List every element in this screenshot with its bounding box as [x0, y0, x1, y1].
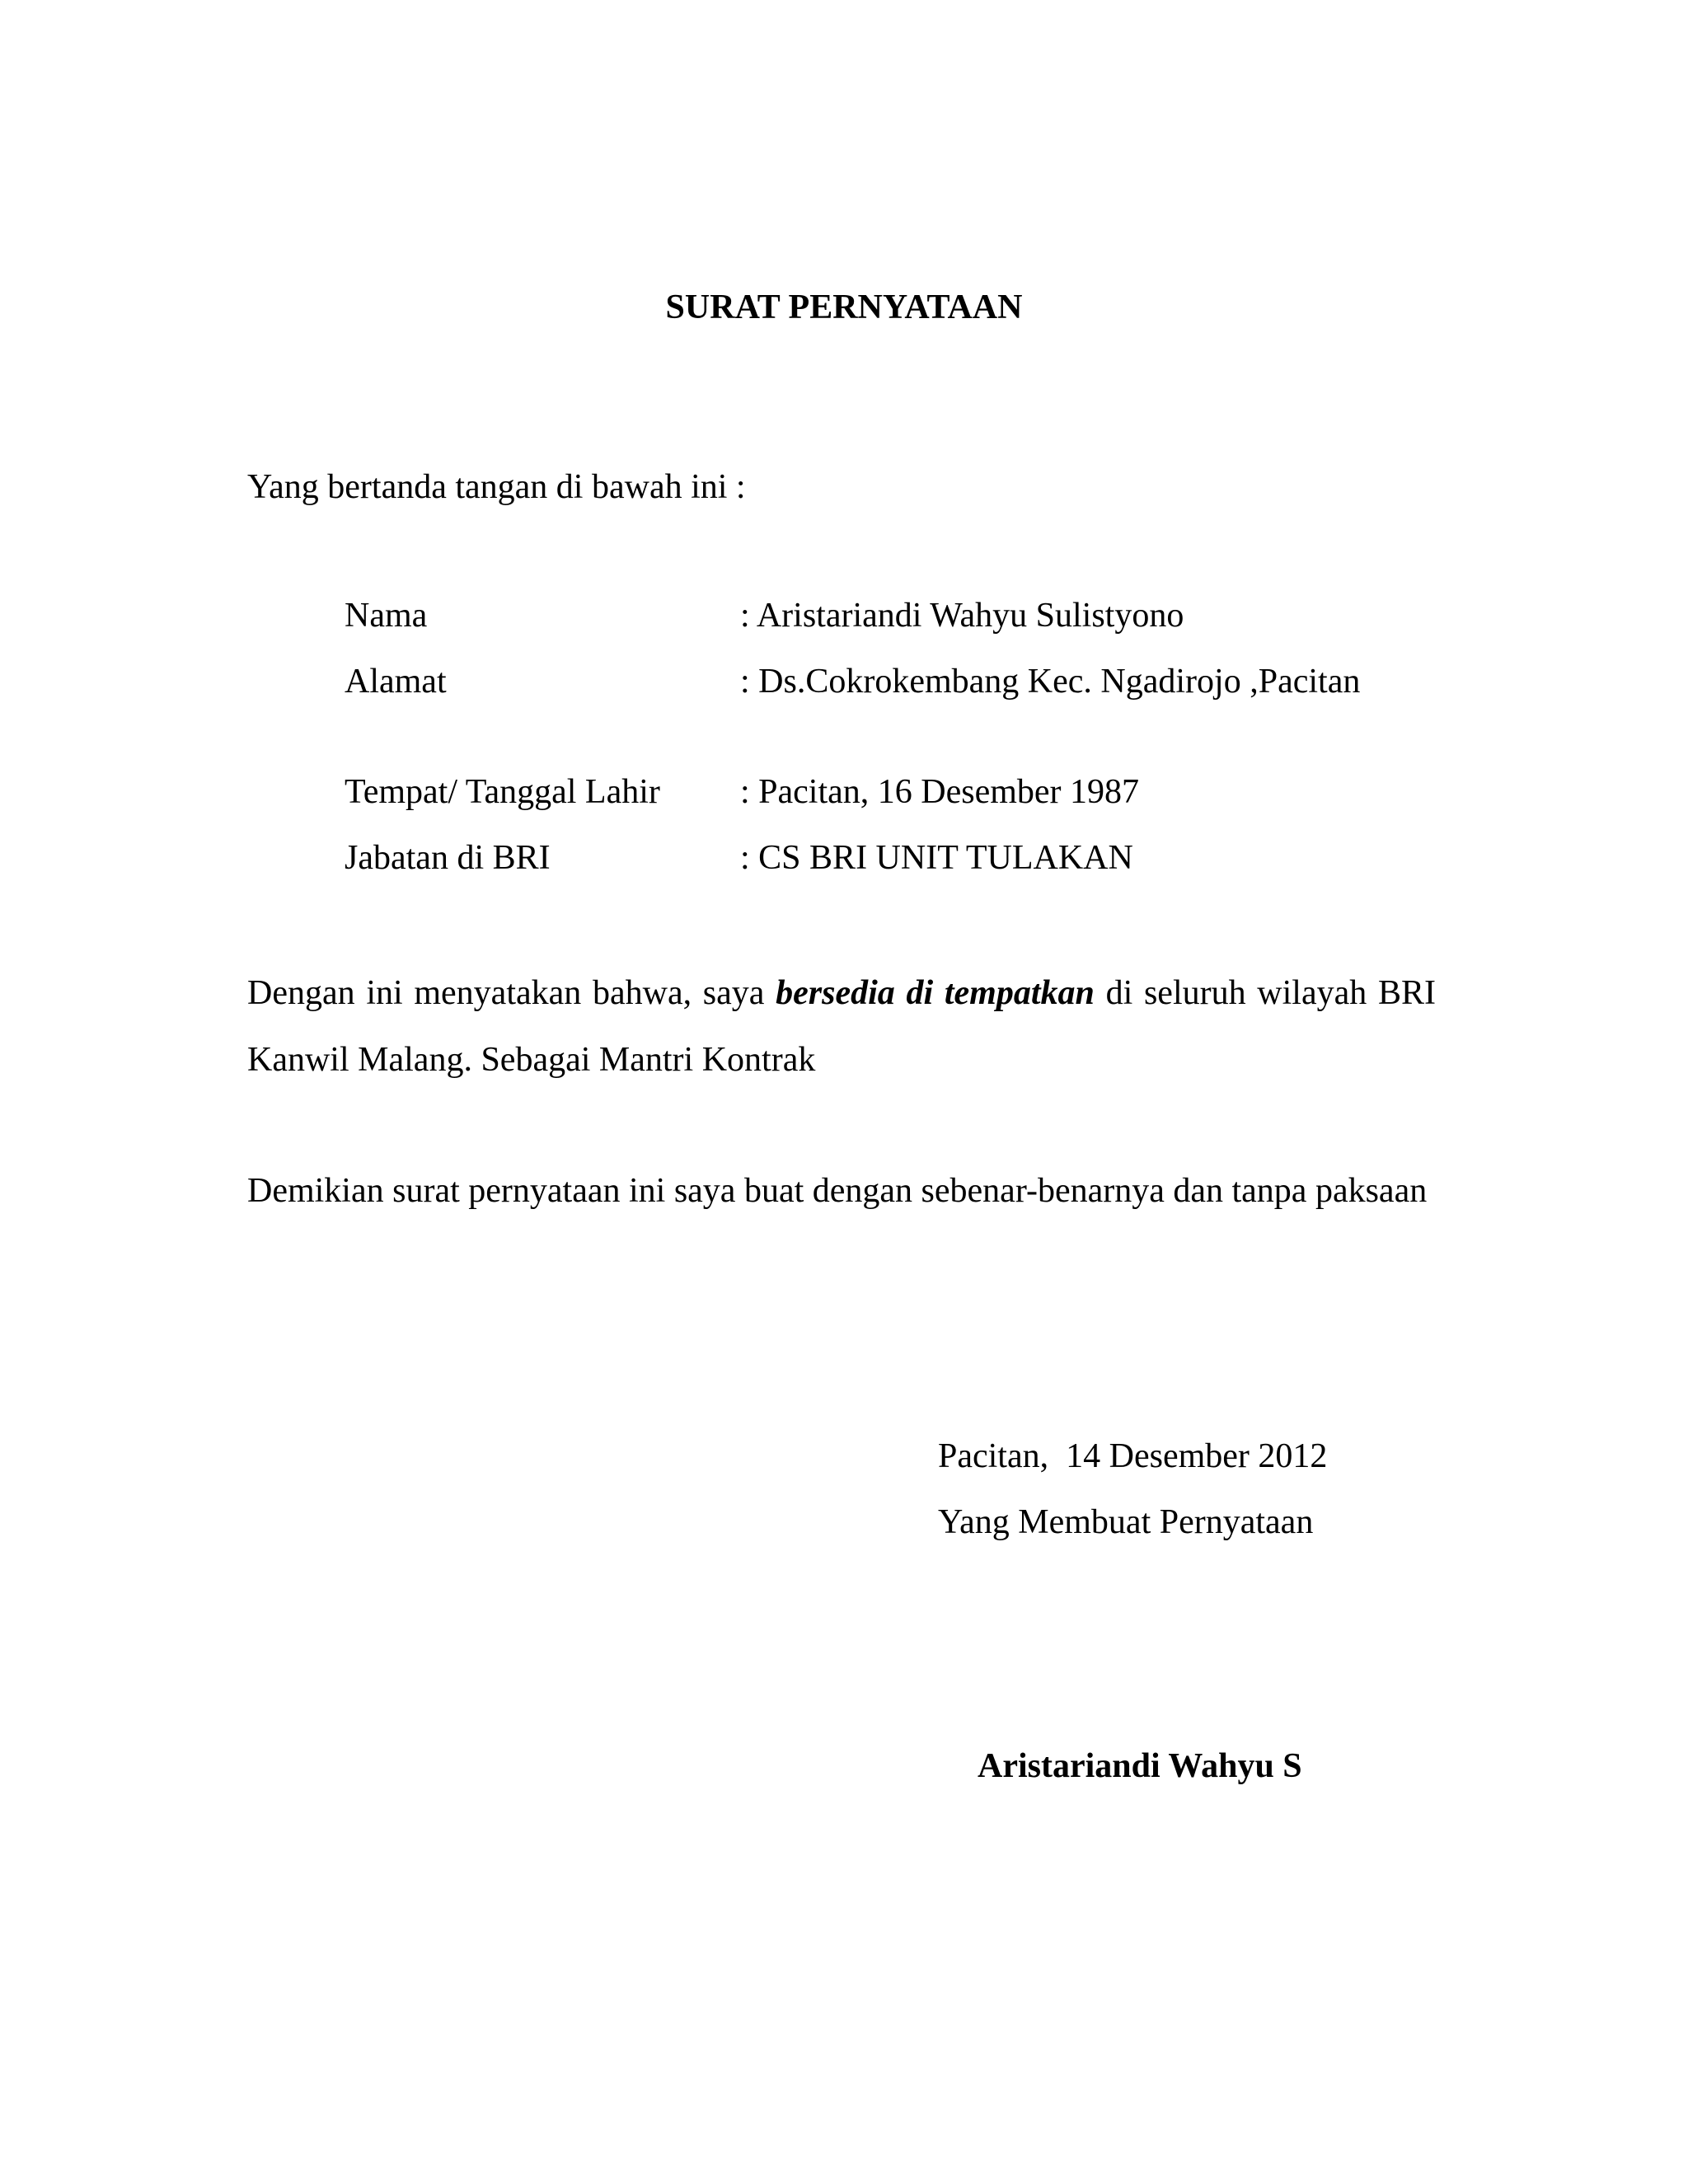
statement-emphasis: bersedia di tempatkan: [776, 974, 1095, 1012]
field-value-jabatan: : CS BRI UNIT TULAKAN: [740, 839, 1133, 877]
signature-role: Yang Membuat Pernyataan: [938, 1503, 1314, 1541]
field-label-nama: Nama: [345, 597, 428, 635]
signature-place-date: Pacitan, 14 Desember 2012: [938, 1437, 1328, 1475]
field-label-tempat-tanggal-lahir: Tempat/ Tanggal Lahir: [345, 773, 660, 811]
field-value-nama: : Aristariandi Wahyu Sulistyono: [740, 597, 1184, 635]
closing-paragraph: Demikian surat pernyataan ini saya buat dengan sebenar-benarnya dan tanpa paksaan: [247, 1172, 1428, 1210]
signer-name: Aristariandi Wahyu S: [978, 1747, 1302, 1785]
field-label-jabatan: Jabatan di BRI: [345, 839, 551, 877]
field-value-alamat: : Ds.Cokrokembang Kec. Ngadirojo ,Pacitan: [740, 663, 1361, 701]
field-label-alamat: Alamat: [345, 663, 447, 701]
statement-text-before: Dengan ini menyatakan bahwa, saya: [247, 974, 776, 1012]
statement-paragraph: [247, 960, 1436, 1094]
field-value-tempat-tanggal-lahir: : Pacitan, 16 Desember 1987: [740, 773, 1140, 811]
page-title: SURAT PERNYATAAN: [665, 288, 1023, 326]
intro-text: Yang bertanda tangan di bawah ini :: [247, 468, 746, 506]
statement-text-after: di seluruh wilayah BRI Kanwil Malang. Sebagai Mantri Kontrak: [247, 974, 1436, 1079]
